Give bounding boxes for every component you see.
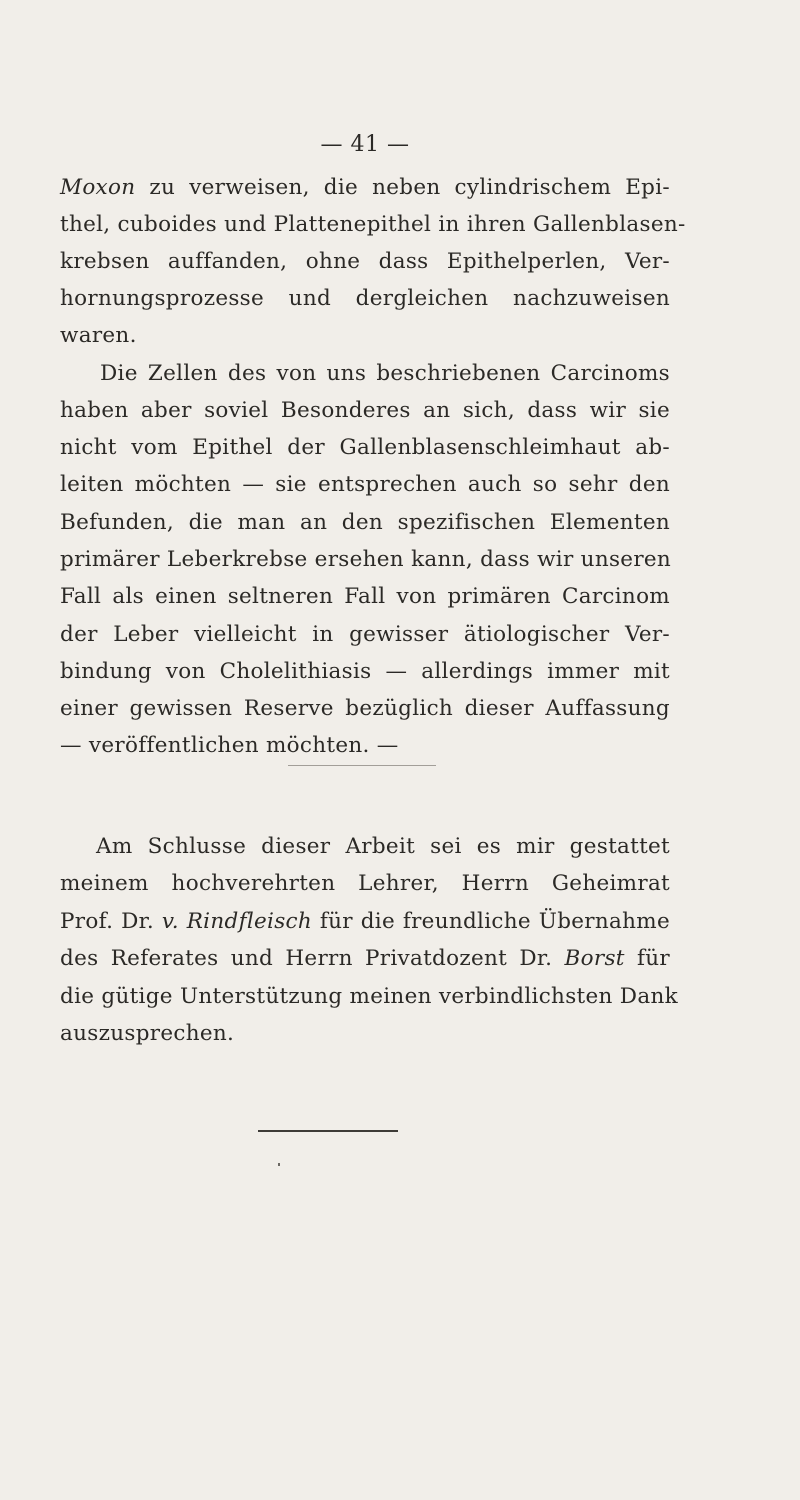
paragraph-3-line-6: auszusprechen. (60, 1021, 235, 1046)
paragraph-2-line-2: haben aber soviel Besonderes an sich, dass wir sie (60, 398, 670, 423)
page-number: — 41 — (320, 132, 410, 157)
paragraph-2-line-9: bindung von Cholelithiasis — allerdings immer mit (60, 659, 670, 684)
person-name-rindfleisch: v. Rindfleisch (161, 909, 313, 934)
paragraph-3-line-4 (60, 944, 670, 974)
paragraph-1-line-5: waren. (60, 323, 137, 348)
paragraph-2-line-5: Befunden, die man an den spezifischen Elementen (60, 510, 670, 535)
paragraph-1-line-3: krebsen auffanden, ohne dass Epithelperlen, Ver- (60, 249, 670, 274)
print-speck (278, 1163, 280, 1166)
line-text: Prof. Dr. (60, 909, 162, 934)
paragraph-3-line-1: Am Schlusse dieser Arbeit sei es mir gestattet (96, 834, 670, 859)
end-rule (258, 1130, 398, 1132)
author-name-moxon: Moxon (60, 175, 136, 200)
paragraph-2-line-4: leiten möchten — sie entsprechen auch so sehr den (60, 472, 670, 497)
line-text: des Referates und Herrn Privatdozent Dr. (60, 946, 565, 971)
paragraph-2-line-3: nicht vom Epithel der Gallenblasenschleimhaut ab- (60, 435, 670, 460)
line-text: für (624, 946, 670, 971)
paragraph-2-line-11: — veröffentlichen möchten. — (60, 733, 399, 758)
paragraph-3-line-3 (60, 907, 670, 937)
person-name-borst: Borst (564, 946, 625, 971)
paragraph-2-line-8: der Leber vielleicht in gewisser ätiologischer Ver- (60, 622, 670, 647)
paragraph-2-line-7: Fall als einen seltneren Fall von primären Carcinom (60, 584, 670, 609)
paragraph-1-line-4: hornungsprozesse und dergleichen nachzuweisen (60, 286, 670, 311)
paragraph-1-line-2: thel, cuboides und Plattenepithel in ihren Gallenblasen- (60, 212, 686, 237)
paragraph-2-line-10: einer gewissen Reserve bezüglich dieser Auffassung (60, 696, 670, 721)
paragraph-1-line-1 (60, 173, 670, 203)
line-text: für die freundliche Übernahme (312, 909, 670, 934)
section-divider (288, 765, 436, 766)
paragraph-2-line-1: Die Zellen des von uns beschriebenen Carcinoms (100, 361, 670, 386)
line-text: zu verweisen, die neben cylindrischem Epi- (135, 175, 670, 200)
paragraph-3-line-5: die gütige Unterstützung meinen verbindlichsten Dank (60, 984, 678, 1009)
paragraph-2-line-6: primärer Leberkrebse ersehen kann, dass wir unseren (60, 547, 672, 572)
paragraph-3-line-2: meinem hochverehrten Lehrer, Herrn Geheimrat (60, 871, 670, 896)
